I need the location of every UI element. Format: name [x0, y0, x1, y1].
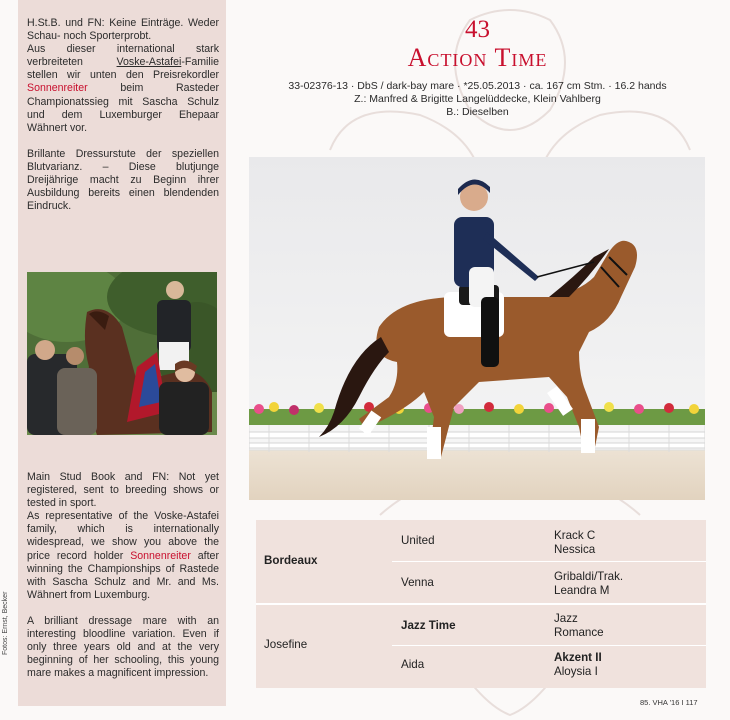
english-para-1: Main Stud Book and FN: Not yet registered, sent to breeding shows or tested in sport.	[27, 471, 219, 510]
pedigree-divider	[392, 645, 706, 646]
pedigree-divider	[256, 603, 706, 605]
english-para-3: A brilliant dressage mare with an interesting bloodline variation. Even if only three years old and at the very beginning of her schooling, this young mare makes a magnificent impression.	[27, 614, 219, 680]
english-para-2: As representative of the Voske-Astafei family, which is internationally widespread, we show you above the price record holder Sonnenreiter after winning the Championships of Rastede with Sascha Schulz and Mr. and Ms. Wähnert from Luxemburg.	[27, 510, 219, 601]
dam: Josefine	[264, 638, 308, 651]
dam-dam: Aida	[401, 658, 425, 671]
horse-details: 33-02376-13 · DbS / dark-bay mare · *25.05.2013 · ca. 167 cm Stm. · 16.2 hands	[288, 80, 667, 92]
german-description	[27, 17, 219, 213]
german-para-3: Brillante Dressurstute der speziellen Blutvarianz. – Diese blutjunge Dreijährige macht zu Beginn ihrer Ausbildung bereits einen blendenden Eindruck.	[27, 147, 219, 213]
horse-highlight: Sonnenreiter	[27, 82, 88, 95]
grandsire-sdam: Gribaldi/Trak.	[554, 570, 624, 583]
pedigree-table	[256, 520, 706, 688]
granddam-sire: Nessica	[554, 543, 596, 556]
horse-name: Action Time	[407, 43, 548, 72]
horse-highlight-en: Sonnenreiter	[130, 549, 191, 562]
page-footer: 85. VHA '16 I 117	[640, 698, 698, 707]
owner-line: B.: Dieselben	[446, 106, 509, 118]
sire-dam: Venna	[401, 576, 434, 589]
german-para-2: Aus dieser international stark verbreiteten Voske-Astafei-Familie stellen wir unten den Preisrekordler Sonnenreiter beim Rasteder Championatssieg mit Sascha Schulz und dem Luxemburger Ehepaar Wähnert vor.	[27, 43, 219, 134]
grandsire-dsire: Jazz	[554, 612, 578, 625]
family-link: Voske-Astafei	[116, 56, 182, 69]
championship-photo	[27, 272, 217, 435]
photo-credit: Fotos: Ernst, Becker	[2, 591, 9, 655]
granddam-dsire: Romance	[554, 626, 604, 639]
lot-number: 43	[465, 16, 490, 43]
sire: Bordeaux	[264, 554, 318, 567]
lot-header	[250, 14, 705, 119]
english-description	[27, 471, 219, 680]
grandsire-ddam: Akzent II	[554, 651, 602, 664]
sire-sire: United	[401, 534, 435, 547]
dam-sire: Jazz Time	[401, 619, 456, 632]
granddam-sdam: Leandra M	[554, 584, 610, 597]
german-para-1: H.St.B. und FN: Keine Einträge. Weder Schau- noch Sporterprobt.	[27, 17, 219, 43]
pedigree-divider	[392, 561, 706, 562]
breeder-line: Z.: Manfred & Brigitte Langelüddecke, Klein Vahlberg	[354, 93, 601, 105]
granddam-ddam: Aloysia I	[554, 665, 598, 678]
grandsire-sire: Krack C	[554, 529, 596, 542]
horse-photo	[249, 157, 705, 500]
